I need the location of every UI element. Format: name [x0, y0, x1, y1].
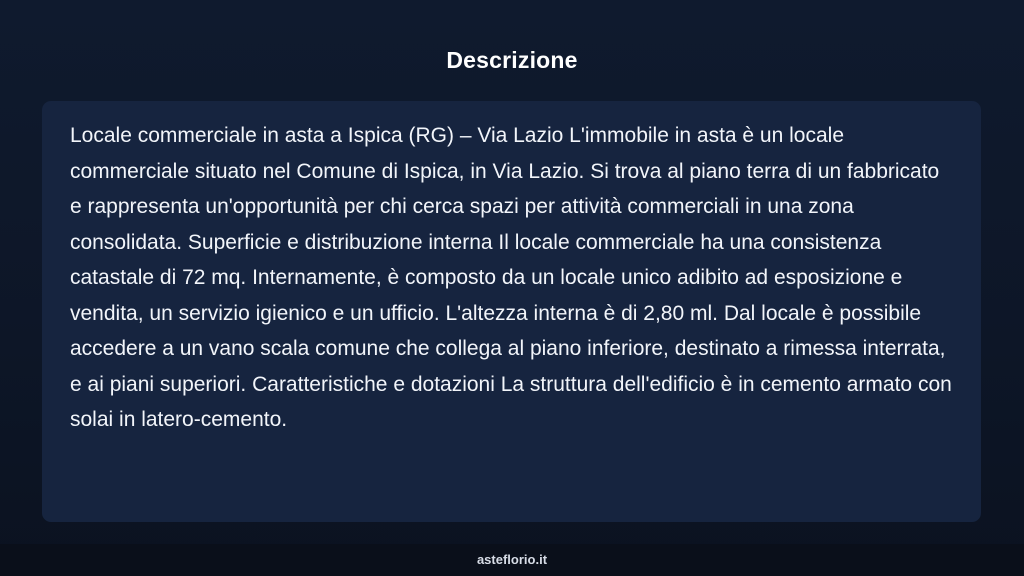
description-text: Locale commerciale in asta a Ispica (RG) – Via Lazio L'immobile in asta è un locale commerciale situato nel Comune di Ispica, in Via Lazio. Si trova al piano terra di un fabbricato e rappresenta un'opportunità per chi cerca spazi per attività commerciali in una zona consolidata. Superficie e distribuzione interna Il locale commerciale ha una consistenza catastale di 72 mq. Internamente, è composto da un locale unico adibito ad esposizione e vendita, un servizio igienico e un ufficio. L'altezza interna è di 2,80 ml. Dal locale è possibile accedere a un vano scala comune che collega al piano inferiore, destinato a rimessa interrata, e ai piani superiori. Caratteristiche e dotazioni La struttura dell'edificio è in cemento armato con solai in latero-cemento.	[70, 124, 952, 431]
page-title: Descrizione	[446, 47, 578, 73]
description-card	[42, 101, 981, 522]
footer-site-label: asteflorio.it	[476, 552, 548, 567]
